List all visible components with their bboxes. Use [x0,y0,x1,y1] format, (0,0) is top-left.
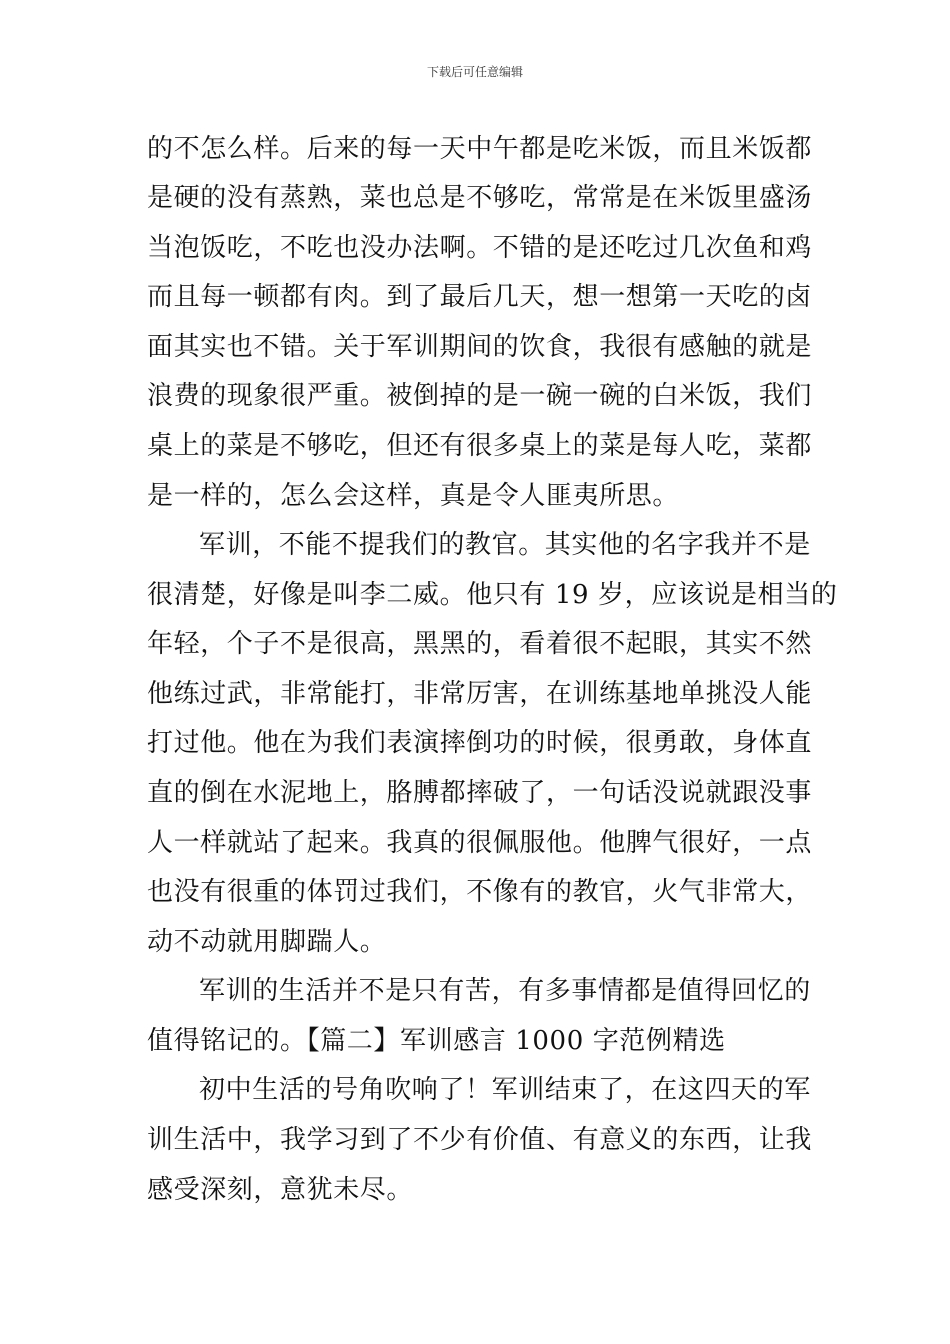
text-line: 军训，不能不提我们的教官。其实他的名字我并不是 [199,530,811,560]
text-line: 很清楚，好像是叫李二威。他只有 19 岁，应该说是相当的 [147,580,838,610]
text-line: 浪费的现象很严重。被倒掉的是一碗一碗的白米饭，我们 [147,381,813,411]
text-line: 是一样的，怎么会这样，真是令人匪夷所思。 [147,481,680,511]
text-line: 初中生活的号角吹响了！军训结束了，在这四天的军 [199,1075,811,1105]
text-line: 训生活中，我学习到了不少有价值、有意义的东西，让我 [147,1125,813,1155]
text-line: 桌上的菜是不够吃，但还有很多桌上的菜是每人吃，菜都 [147,431,813,461]
text-line: 是硬的没有蒸熟，菜也总是不够吃，常常是在米饭里盛汤 [147,183,813,213]
page-header: 下载后可任意编辑 [426,65,523,79]
text-line: 动不动就用脚踹人。 [147,927,387,957]
text-line: 值得铭记的。【篇二】军训感言 1000 字范例精选 [147,1026,726,1056]
text-line: 感受深刻，意犹未尽。 [147,1175,414,1205]
text-line: 当泡饭吃，不吃也没办法啊。不错的是还吃过几次鱼和鸡 [147,233,813,263]
text-line: 军训的生活并不是只有苦，有多事情都是值得回忆的 [199,976,811,1006]
text-line: 打过他。他在为我们表演摔倒功的时候，很勇敢，身体直 [147,728,813,758]
text-line: 人一样就站了起来。我真的很佩服他。他脾气很好，一点 [147,828,813,858]
text-line: 的不怎么样。后来的每一天中午都是吃米饭，而且米饭都 [147,134,813,164]
text-line: 而且每一顿都有肉。到了最后几天，想一想第一天吃的卤 [147,282,813,312]
text-line: 他练过武，非常能打，非常厉害，在训练基地单挑没人能 [147,679,813,709]
text-line: 面其实也不错。关于军训期间的饮食，我很有感触的就是 [147,332,813,362]
text-line: 直的倒在水泥地上，胳膊都摔破了，一句话没说就跟没事 [147,778,813,808]
text-line: 年轻，个子不是很高，黑黑的，看着很不起眼，其实不然 [147,629,813,659]
text-line: 也没有很重的体罚过我们，不像有的教官，火气非常大， [147,877,813,907]
